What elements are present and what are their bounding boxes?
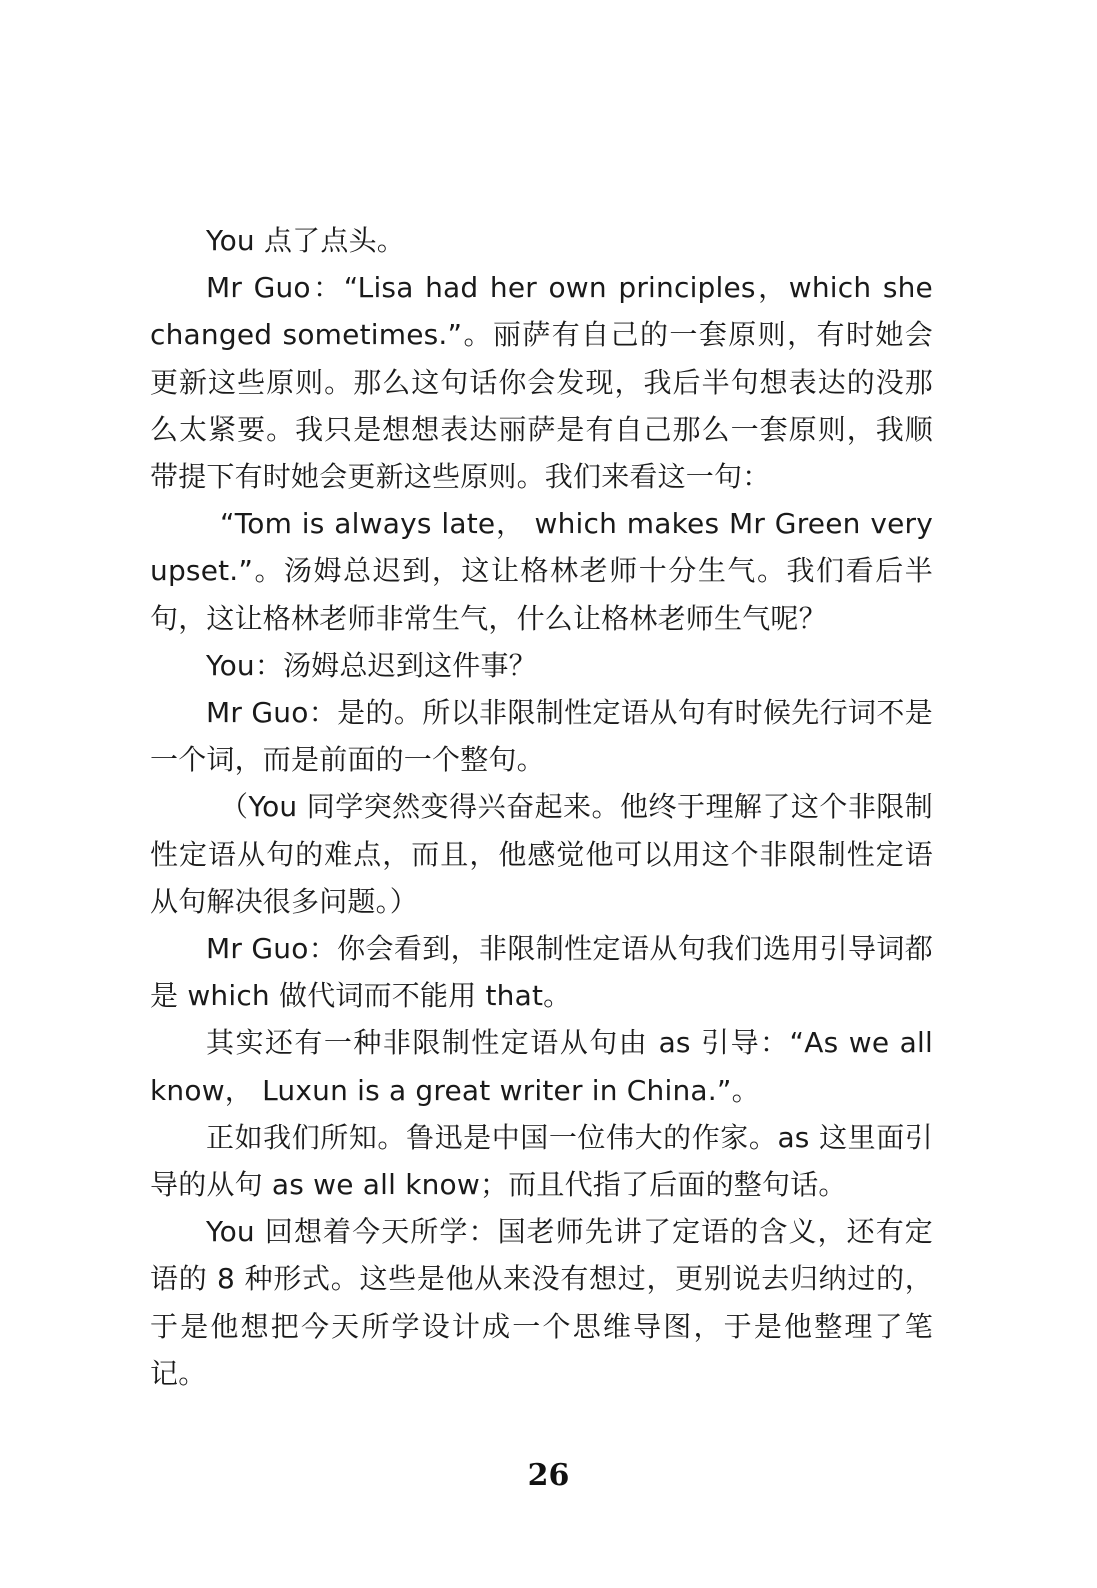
paragraph	[150, 783, 933, 925]
chinese-text: 。	[543, 979, 572, 1013]
chinese-text: ；而且代指了后面的整句话。	[480, 1168, 847, 1202]
chinese-text: 。	[731, 1073, 760, 1107]
chinese-text: ：	[310, 271, 344, 305]
english-text: You	[206, 1215, 255, 1249]
english-text: Mr Guo	[206, 932, 309, 966]
english-text: “Lisa had her own principles，which she changed sometimes.”	[150, 271, 933, 352]
english-text: You	[206, 648, 255, 682]
chinese-text: 引导：	[690, 1026, 790, 1060]
chinese-text: 。丽萨有自己的一套原则，有时她会更新这些原则。那么这句话你会发现，我后半句想表达的没那么太紧要。我只是想想表达丽萨是有自己那么一套原则，我顺带提下有时她会更新这些原则。我们来看这一句：	[150, 318, 933, 494]
paragraph	[150, 1114, 933, 1208]
english-text: as	[658, 1026, 691, 1060]
chinese-text: 回想着今天所学：国老师先讲了定语的含义，还有定语的	[150, 1215, 933, 1296]
english-text: “As we all know， Luxun is a great writer in China.”	[150, 1026, 933, 1107]
chinese-text: 正如我们所知。鲁迅是中国一位伟大的作家。	[206, 1120, 778, 1154]
english-text: Mr Guo	[206, 271, 311, 305]
paragraph	[150, 689, 933, 783]
paragraph	[150, 1019, 933, 1113]
chinese-text: ：是的。所以非限制性定语从句有时候先行词不是一个词，而是前面的一个整句。	[150, 696, 933, 777]
paragraph	[150, 925, 933, 1019]
paragraph	[150, 1208, 933, 1397]
chinese-text: （	[220, 790, 249, 824]
english-text: which	[187, 979, 270, 1013]
chinese-text: 其实还有一种非限制性定语从句由	[206, 1026, 659, 1060]
english-text: You	[248, 790, 298, 824]
english-text: as	[777, 1120, 810, 1154]
chinese-text: 。汤姆总迟到，这让格林老师十分生气。我们看后半句，这让格林老师非常生气，什么让格林老师生气呢？	[150, 554, 933, 635]
chinese-text: 种形式。这些是他从来没有想过，更别说去归纳过的，于是他想把今天所学设计成一个思维导图，于是他整理了笔记。	[150, 1262, 933, 1390]
english-text: “Tom is always late， which makes Mr Green very upset.”	[150, 507, 933, 588]
page-number: 26	[527, 1458, 570, 1493]
chinese-text: 这里面引导的从句	[150, 1120, 933, 1202]
english-text: that	[485, 979, 544, 1013]
chinese-text: ：你会看到，非限制性定语从句我们选用引导词都是	[150, 932, 933, 1013]
english-text: as we all know	[271, 1168, 480, 1202]
paragraph	[150, 642, 933, 689]
paragraph	[150, 217, 933, 264]
english-text: 8	[217, 1262, 236, 1296]
paragraph	[150, 500, 933, 642]
english-text: You	[206, 224, 255, 257]
chinese-text: 做代词而不能用	[269, 979, 486, 1013]
chinese-text: ：汤姆总迟到这件事？	[254, 648, 537, 682]
paragraph	[150, 264, 933, 500]
chinese-text: 同学突然变得兴奋起来。他终于理解了这个非限制性定语从句的难点，而且，他感觉他可以用这个非限制性定语从句解决很多问题。）	[150, 790, 933, 918]
english-text: Mr Guo	[206, 696, 309, 730]
page-body	[150, 217, 933, 1397]
chinese-text: 点了点头。	[254, 224, 405, 257]
